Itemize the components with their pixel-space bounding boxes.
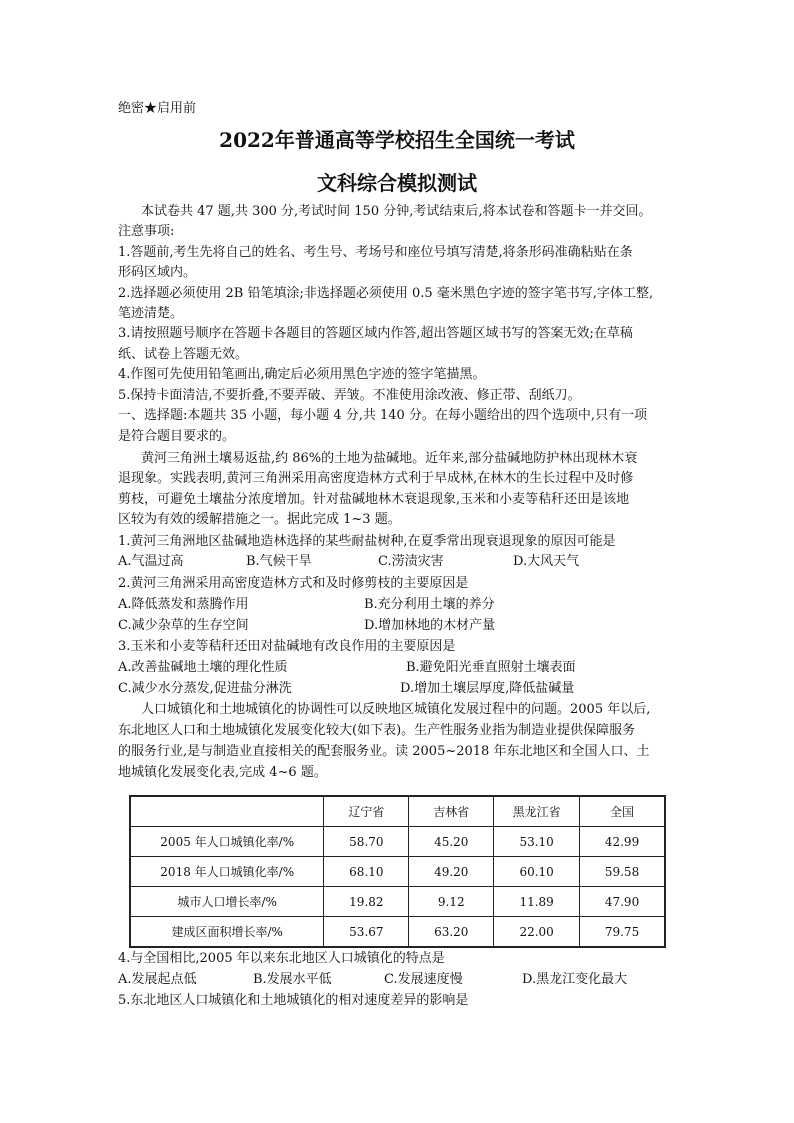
passage1-line3: 剪枝，可避免土壤盐分浓度增加。针对盐碱地林木衰退现象,玉米和小麦等秸秆还田是该地 bbox=[118, 492, 630, 507]
table-cell: 79.75 bbox=[580, 917, 665, 948]
table-cell: 45.20 bbox=[409, 827, 494, 857]
table-cell: 63.20 bbox=[409, 917, 494, 948]
table-cell: 19.82 bbox=[324, 887, 409, 917]
rule-3a: 3.请按照题号顺序在答题卡各题目的答题区域内作答,超出答题区域书写的答案无效;在草稿 bbox=[118, 326, 633, 341]
table-cell: 60.10 bbox=[494, 857, 580, 887]
passage2-line1: 人口城镇化和土地城镇化的协调性可以反映地区城镇化发展过程中的问题。2005 年以后, bbox=[141, 702, 651, 717]
rule-5: 5.保持卡面清洁,不要折叠,不要弄破、弄皱。不准使用涂改液、修正带、刮纸刀。 bbox=[118, 388, 581, 403]
q3-stem: 3.玉米和小麦等秸秆还田对盐碱地有改良作用的主要原因是 bbox=[118, 639, 456, 654]
table-row bbox=[130, 827, 665, 857]
table-cell: 53.10 bbox=[494, 827, 580, 857]
table-header-cell: 吉林省 bbox=[409, 796, 494, 827]
q4-option-c: C.发展速度慢 bbox=[384, 972, 463, 987]
table-header-row bbox=[130, 796, 665, 827]
rule-2a: 2.选择题必须使用 2B 铅笔填涂;非选择题必须使用 0.5 毫米黑色字迹的签字笔书写,字体工整, bbox=[118, 286, 654, 301]
rule-2b: 笔迹清楚。 bbox=[118, 306, 184, 321]
table-cell: 53.67 bbox=[324, 917, 409, 948]
passage1-line4: 区较为有效的缓解措施之一。据此完成 1~3 题。 bbox=[118, 512, 401, 527]
row-label: 2018 年人口城镇化率/% bbox=[130, 857, 324, 887]
q2-option-d: D.增加林地的木材产量 bbox=[364, 618, 496, 633]
row-label: 2005 年人口城镇化率/% bbox=[130, 827, 324, 857]
secret-mark: 绝密★启用前 bbox=[118, 101, 197, 116]
table-header-cell: 黑龙江省 bbox=[494, 796, 580, 827]
q1-option-c: C.涝渍灾害 bbox=[378, 554, 444, 569]
passage1-line1: 黄河三角洲土壤易返盐,约 86%的土地为盐碱地。近年来,部分盐碱地防护林出现林木衰 bbox=[141, 451, 638, 466]
q5-stem: 5.东北地区人口城镇化和土地城镇化的相对速度差异的影响是 bbox=[118, 993, 469, 1008]
section-heading-b: 是符合题目要求的。 bbox=[118, 429, 236, 444]
urbanization-table bbox=[129, 795, 666, 948]
table-cell: 59.58 bbox=[580, 857, 665, 887]
q3-option-d: D.增加土壤层厚度,降低盐碱量 bbox=[400, 681, 575, 696]
table-header-cell: 辽宁省 bbox=[324, 796, 409, 827]
q2-option-c: C.减少杂草的生存空间 bbox=[118, 618, 249, 633]
notice-heading: 注意事项: bbox=[118, 224, 175, 239]
row-label: 城市人口增长率/% bbox=[130, 887, 324, 917]
intro-line: 本试卷共 47 题,共 300 分,考试时间 150 分钟,考试结束后,将本试卷和答题卡一并交回。 bbox=[141, 204, 652, 219]
rule-4: 4.作图可先使用铅笔画出,确定后必须用黑色字迹的签字笔描黑。 bbox=[118, 367, 486, 382]
rule-3b: 纸、试卷上答题无效。 bbox=[118, 347, 249, 362]
table-row bbox=[130, 917, 665, 948]
q3-option-c: C.减少水分蒸发,促进盐分淋洗 bbox=[118, 681, 292, 696]
table-cell: 47.90 bbox=[580, 887, 665, 917]
q3-option-b: B.避免阳光垂直照射土壤表面 bbox=[406, 660, 576, 675]
table-cell: 49.20 bbox=[409, 857, 494, 887]
passage1-line2: 退现象。实践表明,黄河三角洲采用高密度造林方式利于早成林,在林木的生长过程中及时修 bbox=[118, 471, 634, 486]
passage2-line3: 的服务行业,是与制造业直接相关的配套服务业。读 2005~2018 年东北地区和全国人口、土 bbox=[118, 744, 650, 759]
table-cell: 9.12 bbox=[409, 887, 494, 917]
q1-option-b: B.气候干旱 bbox=[246, 554, 312, 569]
q4-option-b: B.发展水平低 bbox=[253, 972, 332, 987]
q1-stem: 1.黄河三角洲地区盐碱地造林选择的某些耐盐树种,在夏季常出现衰退现象的原因可能是 bbox=[118, 534, 616, 549]
q4-option-d: D.黑龙江变化最大 bbox=[522, 972, 628, 987]
exam-subtitle: 文科综合模拟测试 bbox=[317, 171, 477, 195]
section-heading-a: 一、选择题:本题共 35 小题，每小题 4 分,共 140 分。在每小题给出的四个选项中,只有一项 bbox=[118, 408, 648, 423]
q2-stem: 2.黄河三角洲采用高密度造林方式和及时修剪枝的主要原因是 bbox=[118, 576, 469, 591]
q2-option-a: A.降低蒸发和蒸腾作用 bbox=[118, 597, 249, 612]
table-row bbox=[130, 887, 665, 917]
q2-option-b: B.充分利用土壤的养分 bbox=[364, 597, 495, 612]
q1-option-a: A.气温过高 bbox=[118, 554, 184, 569]
exam-title: 2022年普通高等学校招生全国统一考试 bbox=[219, 128, 575, 152]
q4-option-a: A.发展起点低 bbox=[118, 972, 197, 987]
rule-1b: 形码区域内。 bbox=[118, 265, 197, 280]
table-cell: 42.99 bbox=[580, 827, 665, 857]
table-header-cell: 全国 bbox=[580, 796, 665, 827]
q4-stem: 4.与全国相比,2005 年以来东北地区人口城镇化的特点是 bbox=[118, 951, 445, 966]
q3-option-a: A.改善盐碱地土壤的理化性质 bbox=[118, 660, 288, 675]
table-row bbox=[130, 857, 665, 887]
table-cell: 58.70 bbox=[324, 827, 409, 857]
table-header-cell bbox=[130, 796, 324, 827]
q1-option-d: D.大风天气 bbox=[513, 554, 580, 569]
table-cell: 11.89 bbox=[494, 887, 580, 917]
rule-1a: 1.答题前,考生先将自己的姓名、考生号、考场号和座位号填写清楚,将条形码准确粘贴在条 bbox=[118, 245, 633, 260]
passage2-line2: 东北地区人口和土地城镇化发展变化较大(如下表)。生产性服务业指为制造业提供保障服务 bbox=[118, 723, 636, 738]
table-cell: 22.00 bbox=[494, 917, 580, 948]
table-cell: 68.10 bbox=[324, 857, 409, 887]
passage2-line4: 地城镇化发展变化表,完成 4~6 题。 bbox=[118, 765, 327, 780]
row-label: 建成区面积增长率/% bbox=[130, 917, 324, 948]
